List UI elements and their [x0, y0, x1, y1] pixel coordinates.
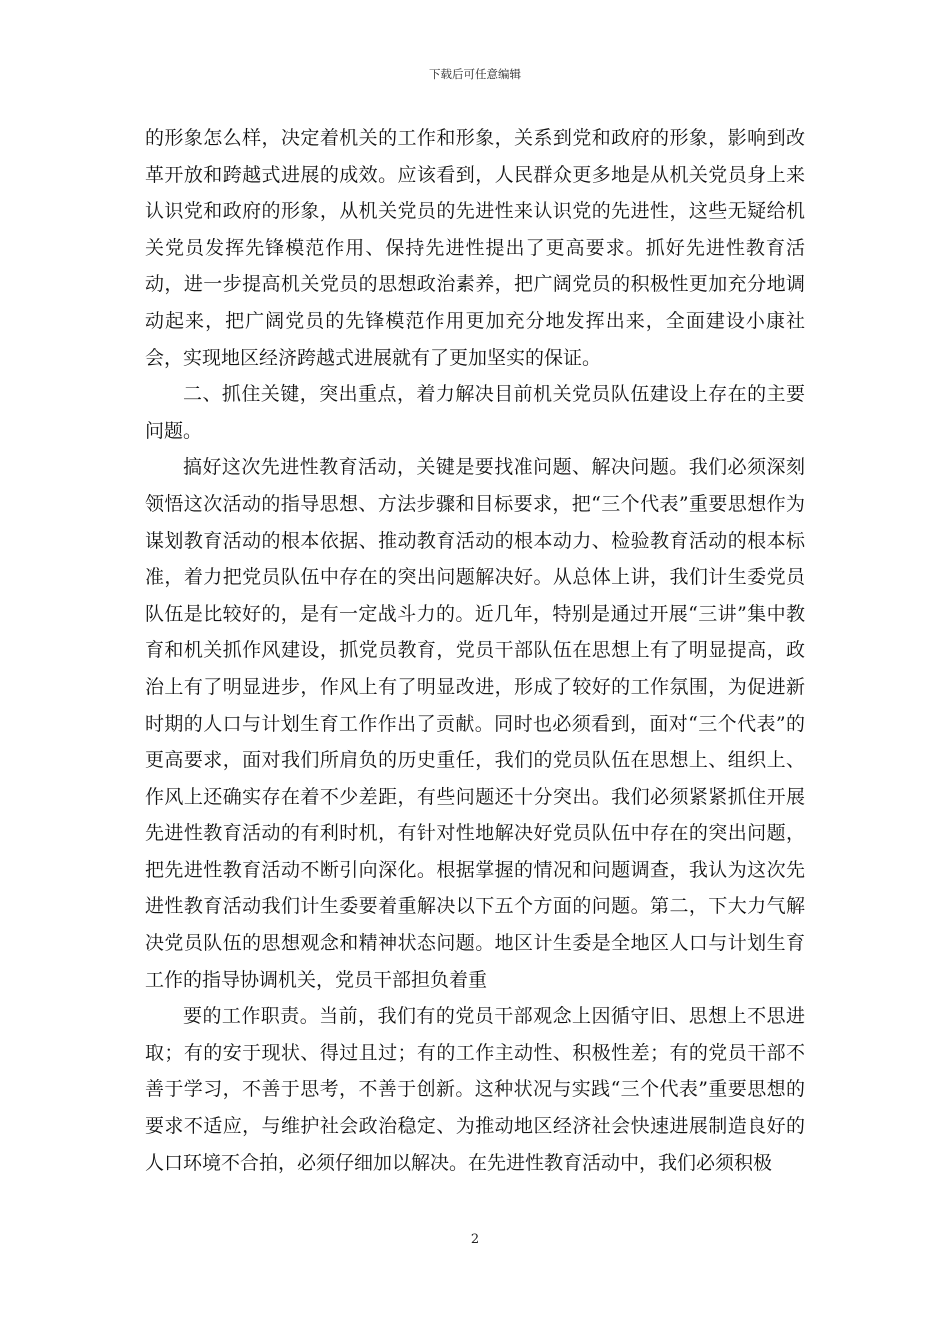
page-number: 2	[470, 1232, 480, 1247]
page-header: 下载后可任意编辑	[429, 67, 521, 81]
document-body	[145, 120, 805, 1181]
paragraph: 搞好这次先进性教育活动，关键是要找准问题、解决问题。我们必须深刻领悟这次活动的指导思想、方法步骤和目标要求，把“三个代表”重要思想作为谋划教育活动的根本依据、推动教育活动的根本动力、检验教育活动的根本标准，着力把党员队伍中存在的突出问题解决好。从总体上讲，我们计生委党员队伍是比较好的，是有一定战斗力的。近几年，特别是通过开展“三讲”集中教育和机关抓作风建设，抓党员教育，党员干部队伍在思想上有了明显提高，政治上有了明显进步，作风上有了明显改进，形成了较好的工作氛围，为促进新时期的人口与计划生育工作作出了贡献。同时也必须看到，面对“三个代表”的更高要求，面对我们所肩负的历史重任，我们的党员队伍在思想上、组织上、作风上还确实存在着不少差距，有些问题还十分突出。我们必须紧紧抓住开展先进性教育活动的有利时机，有针对性地解决好党员队伍中存在的突出问题，把先进性教育活动不断引向深化。根据掌握的情况和问题调查，我认为这次先进性教育活动我们计生委要着重解决以下五个方面的问题。第二，下大力气解决党员队伍的思想观念和精神状态问题。地区计生委是全地区人口与计划生育工作的指导协调机关，党员干部担负着重	[145, 456, 805, 991]
section-heading: 二、抓住关键，突出重点，着力解决目前机关党员队伍建设上存在的主要问题。	[145, 383, 805, 442]
paragraph-continuation: 的形象怎么样，决定着机关的工作和形象，关系到党和政府的形象，影响到改革开放和跨越式进展的成效。应该看到，人民群众更多地是从机关党员身上来认识党和政府的形象，从机关党员的先进性来认识党的先进性，这些无疑给机关党员发挥先锋模范作用、保持先进性提出了更高要求。抓好先进性教育活动，进一步提高机关党员的思想政治素养，把广阔党员的积极性更加充分地调动起来，把广阔党员的先锋模范作用更加充分地发挥出来，全面建设小康社会，实现地区经济跨越式进展就有了更加坚实的保证。	[145, 127, 805, 369]
paragraph: 要的工作职责。当前，我们有的党员干部观念上因循守旧、思想上不思进取；有的安于现状、得过且过；有的工作主动性、积极性差；有的党员干部不善于学习，不善于思考，不善于创新。这种状况与实践“三个代表”重要思想的要求不适应，与维护社会政治稳定、为推动地区经济社会快速进展制造良好的人口环境不合拍，必须仔细加以解决。在先进性教育活动中，我们必须积极	[145, 1005, 805, 1174]
